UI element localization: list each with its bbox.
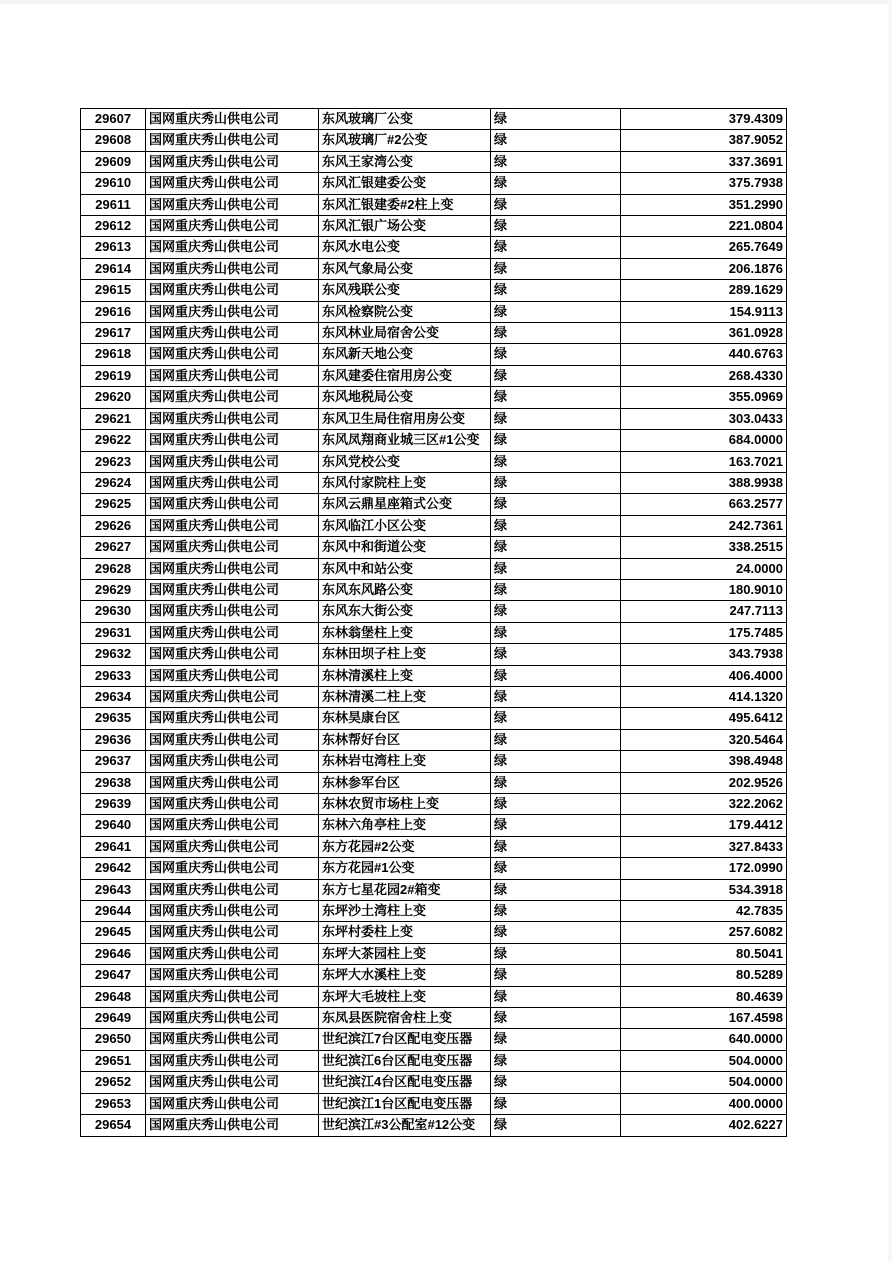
cell-name[interactable]: 东风地税局公变 xyxy=(319,387,491,408)
cell-company[interactable]: 国网重庆秀山供电公司 xyxy=(146,1029,319,1050)
cell-company[interactable]: 国网重庆秀山供电公司 xyxy=(146,922,319,943)
cell-value[interactable]: 268.4330 xyxy=(621,365,787,386)
table-row xyxy=(81,665,787,686)
table-row xyxy=(81,1008,787,1029)
cell-status[interactable]: 绿 xyxy=(491,1115,621,1136)
table-body xyxy=(81,109,787,1137)
table-row xyxy=(81,472,787,493)
cell-id[interactable]: 29652 xyxy=(81,1072,146,1093)
cell-name[interactable]: 东风玻璃厂公变 xyxy=(319,109,491,130)
table-row xyxy=(81,1050,787,1071)
table-row xyxy=(81,387,787,408)
cell-value[interactable]: 504.0000 xyxy=(621,1072,787,1093)
table-row xyxy=(81,836,787,857)
cell-value[interactable]: 303.0433 xyxy=(621,408,787,429)
cell-company[interactable]: 国网重庆秀山供电公司 xyxy=(146,408,319,429)
table-row xyxy=(81,1072,787,1093)
cell-id[interactable]: 29644 xyxy=(81,901,146,922)
cell-value[interactable]: 179.4412 xyxy=(621,815,787,836)
cell-value[interactable]: 338.2515 xyxy=(621,537,787,558)
cell-id[interactable]: 29626 xyxy=(81,515,146,536)
cell-status[interactable]: 绿 xyxy=(491,858,621,879)
cell-name[interactable]: 东林清溪柱上变 xyxy=(319,665,491,686)
cell-status[interactable]: 绿 xyxy=(491,1008,621,1029)
cell-company[interactable]: 国网重庆秀山供电公司 xyxy=(146,173,319,194)
table-row xyxy=(81,1093,787,1114)
cell-company[interactable]: 国网重庆秀山供电公司 xyxy=(146,579,319,600)
cell-company[interactable]: 国网重庆秀山供电公司 xyxy=(146,644,319,665)
cell-name[interactable]: 东方花园#1公变 xyxy=(319,858,491,879)
cell-company[interactable]: 国网重庆秀山供电公司 xyxy=(146,387,319,408)
cell-name[interactable]: 世纪滨江#3公配室#12公变 xyxy=(319,1115,491,1136)
cell-status[interactable]: 绿 xyxy=(491,879,621,900)
cell-status[interactable]: 绿 xyxy=(491,344,621,365)
cell-id[interactable]: 29645 xyxy=(81,922,146,943)
cell-name[interactable]: 东风汇银建委#2柱上变 xyxy=(319,194,491,215)
page-right-edge xyxy=(888,0,892,1262)
cell-status[interactable]: 绿 xyxy=(491,151,621,172)
cell-status[interactable]: 绿 xyxy=(491,1072,621,1093)
cell-company[interactable]: 国网重庆秀山供电公司 xyxy=(146,194,319,215)
cell-name[interactable]: 东方花园#2公变 xyxy=(319,836,491,857)
cell-value[interactable]: 163.7021 xyxy=(621,451,787,472)
cell-value[interactable]: 343.7938 xyxy=(621,644,787,665)
cell-company[interactable]: 国网重庆秀山供电公司 xyxy=(146,836,319,857)
cell-id[interactable]: 29637 xyxy=(81,751,146,772)
cell-value[interactable]: 202.9526 xyxy=(621,772,787,793)
cell-value[interactable]: 337.3691 xyxy=(621,151,787,172)
cell-name[interactable]: 东坪大水溪柱上变 xyxy=(319,965,491,986)
cell-value[interactable]: 242.7361 xyxy=(621,515,787,536)
cell-status[interactable]: 绿 xyxy=(491,794,621,815)
cell-id[interactable]: 29618 xyxy=(81,344,146,365)
cell-status[interactable]: 绿 xyxy=(491,1093,621,1114)
cell-status[interactable]: 绿 xyxy=(491,708,621,729)
cell-id[interactable]: 29654 xyxy=(81,1115,146,1136)
table-row xyxy=(81,130,787,151)
cell-status[interactable]: 绿 xyxy=(491,280,621,301)
cell-value[interactable]: 247.7113 xyxy=(621,601,787,622)
cell-name[interactable]: 东风付家院柱上变 xyxy=(319,472,491,493)
table-row xyxy=(81,751,787,772)
table-row xyxy=(81,537,787,558)
cell-name[interactable]: 东风气象局公变 xyxy=(319,258,491,279)
cell-status[interactable]: 绿 xyxy=(491,815,621,836)
cell-name[interactable]: 东林农贸市场柱上变 xyxy=(319,794,491,815)
cell-status[interactable]: 绿 xyxy=(491,686,621,707)
cell-company[interactable]: 国网重庆秀山供电公司 xyxy=(146,665,319,686)
cell-name[interactable]: 东风凤翔商业城三区#1公变 xyxy=(319,430,491,451)
cell-status[interactable]: 绿 xyxy=(491,729,621,750)
cell-name[interactable]: 东林六角亭柱上变 xyxy=(319,815,491,836)
cell-name[interactable]: 东坪村委柱上变 xyxy=(319,922,491,943)
cell-id[interactable]: 29619 xyxy=(81,365,146,386)
cell-company[interactable]: 国网重庆秀山供电公司 xyxy=(146,130,319,151)
cell-company[interactable]: 国网重庆秀山供电公司 xyxy=(146,686,319,707)
cell-status[interactable]: 绿 xyxy=(491,173,621,194)
cell-status[interactable]: 绿 xyxy=(491,965,621,986)
cell-value[interactable]: 440.6763 xyxy=(621,344,787,365)
cell-status[interactable]: 绿 xyxy=(491,943,621,964)
cell-status[interactable]: 绿 xyxy=(491,986,621,1007)
cell-company[interactable]: 国网重庆秀山供电公司 xyxy=(146,751,319,772)
cell-value[interactable]: 387.9052 xyxy=(621,130,787,151)
cell-value[interactable]: 24.0000 xyxy=(621,558,787,579)
table-row xyxy=(81,879,787,900)
cell-id[interactable]: 29620 xyxy=(81,387,146,408)
cell-company[interactable]: 国网重庆秀山供电公司 xyxy=(146,772,319,793)
table-row xyxy=(81,794,787,815)
cell-id[interactable]: 29639 xyxy=(81,794,146,815)
table-row xyxy=(81,986,787,1007)
table-row xyxy=(81,365,787,386)
cell-id[interactable]: 29643 xyxy=(81,879,146,900)
table-row xyxy=(81,451,787,472)
cell-id[interactable]: 29646 xyxy=(81,943,146,964)
cell-status[interactable]: 绿 xyxy=(491,922,621,943)
cell-id[interactable]: 29623 xyxy=(81,451,146,472)
cell-id[interactable]: 29613 xyxy=(81,237,146,258)
cell-company[interactable]: 国网重庆秀山供电公司 xyxy=(146,109,319,130)
cell-value[interactable]: 327.8433 xyxy=(621,836,787,857)
cell-name[interactable]: 东风汇银广场公变 xyxy=(319,216,491,237)
cell-company[interactable]: 国网重庆秀山供电公司 xyxy=(146,965,319,986)
cell-company[interactable]: 国网重庆秀山供电公司 xyxy=(146,451,319,472)
cell-company[interactable]: 国网重庆秀山供电公司 xyxy=(146,1072,319,1093)
cell-value[interactable]: 206.1876 xyxy=(621,258,787,279)
cell-name[interactable]: 世纪滨江1台区配电变压器 xyxy=(319,1093,491,1114)
cell-status[interactable]: 绿 xyxy=(491,323,621,344)
cell-status[interactable]: 绿 xyxy=(491,772,621,793)
cell-name[interactable]: 东林清溪二柱上变 xyxy=(319,686,491,707)
cell-name[interactable]: 东风卫生局住宿用房公变 xyxy=(319,408,491,429)
cell-status[interactable]: 绿 xyxy=(491,579,621,600)
cell-value[interactable]: 640.0000 xyxy=(621,1029,787,1050)
cell-company[interactable]: 国网重庆秀山供电公司 xyxy=(146,365,319,386)
table-row xyxy=(81,344,787,365)
cell-value[interactable]: 534.3918 xyxy=(621,879,787,900)
cell-name[interactable]: 东坪大毛坡柱上变 xyxy=(319,986,491,1007)
cell-status[interactable]: 绿 xyxy=(491,537,621,558)
cell-id[interactable]: 29621 xyxy=(81,408,146,429)
cell-id[interactable]: 29615 xyxy=(81,280,146,301)
table-row xyxy=(81,194,787,215)
cell-name[interactable]: 东风临江小区公变 xyxy=(319,515,491,536)
cell-company[interactable]: 国网重庆秀山供电公司 xyxy=(146,986,319,1007)
table-row xyxy=(81,901,787,922)
cell-name[interactable]: 东林岩屯湾柱上变 xyxy=(319,751,491,772)
cell-id[interactable]: 29653 xyxy=(81,1093,146,1114)
table-row xyxy=(81,1115,787,1136)
cell-id[interactable]: 29630 xyxy=(81,601,146,622)
cell-value[interactable]: 388.9938 xyxy=(621,472,787,493)
cell-id[interactable]: 29640 xyxy=(81,815,146,836)
cell-status[interactable]: 绿 xyxy=(491,644,621,665)
cell-value[interactable]: 265.7649 xyxy=(621,237,787,258)
table-row xyxy=(81,815,787,836)
cell-value[interactable]: 289.1629 xyxy=(621,280,787,301)
cell-status[interactable]: 绿 xyxy=(491,1050,621,1071)
cell-id[interactable]: 29614 xyxy=(81,258,146,279)
cell-id[interactable]: 29610 xyxy=(81,173,146,194)
cell-id[interactable]: 29636 xyxy=(81,729,146,750)
cell-id[interactable]: 29617 xyxy=(81,323,146,344)
cell-value[interactable]: 80.5289 xyxy=(621,965,787,986)
cell-name[interactable]: 东林参军台区 xyxy=(319,772,491,793)
table-row xyxy=(81,579,787,600)
cell-name[interactable]: 东风水电公变 xyxy=(319,237,491,258)
cell-company[interactable]: 国网重庆秀山供电公司 xyxy=(146,280,319,301)
cell-status[interactable]: 绿 xyxy=(491,430,621,451)
table-row xyxy=(81,1029,787,1050)
cell-value[interactable]: 221.0804 xyxy=(621,216,787,237)
cell-id[interactable]: 29616 xyxy=(81,301,146,322)
cell-value[interactable]: 402.6227 xyxy=(621,1115,787,1136)
cell-id[interactable]: 29608 xyxy=(81,130,146,151)
table-row xyxy=(81,965,787,986)
cell-id[interactable]: 29607 xyxy=(81,109,146,130)
cell-status[interactable]: 绿 xyxy=(491,472,621,493)
cell-id[interactable]: 29629 xyxy=(81,579,146,600)
cell-name[interactable]: 东风东风路公变 xyxy=(319,579,491,600)
table-row xyxy=(81,323,787,344)
cell-company[interactable]: 国网重庆秀山供电公司 xyxy=(146,537,319,558)
cell-value[interactable]: 504.0000 xyxy=(621,1050,787,1071)
cell-name[interactable]: 东风玻璃厂#2公变 xyxy=(319,130,491,151)
cell-value[interactable]: 495.6412 xyxy=(621,708,787,729)
cell-company[interactable]: 国网重庆秀山供电公司 xyxy=(146,1050,319,1071)
cell-name[interactable]: 东坪沙土湾柱上变 xyxy=(319,901,491,922)
cell-value[interactable]: 167.4598 xyxy=(621,1008,787,1029)
cell-id[interactable]: 29627 xyxy=(81,537,146,558)
cell-company[interactable]: 国网重庆秀山供电公司 xyxy=(146,430,319,451)
cell-status[interactable]: 绿 xyxy=(491,194,621,215)
table-row xyxy=(81,151,787,172)
table-row xyxy=(81,280,787,301)
cell-company[interactable]: 国网重庆秀山供电公司 xyxy=(146,558,319,579)
cell-status[interactable]: 绿 xyxy=(491,216,621,237)
table-row xyxy=(81,601,787,622)
cell-name[interactable]: 东风云鼎星座箱式公变 xyxy=(319,494,491,515)
cell-company[interactable]: 国网重庆秀山供电公司 xyxy=(146,601,319,622)
cell-name[interactable]: 东风中和街道公变 xyxy=(319,537,491,558)
table-row xyxy=(81,644,787,665)
cell-id[interactable]: 29650 xyxy=(81,1029,146,1050)
cell-name[interactable]: 东风检察院公变 xyxy=(319,301,491,322)
cell-status[interactable]: 绿 xyxy=(491,301,621,322)
cell-company[interactable]: 国网重庆秀山供电公司 xyxy=(146,1115,319,1136)
cell-name[interactable]: 东坪大茶园柱上变 xyxy=(319,943,491,964)
table-row xyxy=(81,109,787,130)
cell-company[interactable]: 国网重庆秀山供电公司 xyxy=(146,494,319,515)
cell-name[interactable]: 东风王家湾公变 xyxy=(319,151,491,172)
cell-company[interactable]: 国网重庆秀山供电公司 xyxy=(146,323,319,344)
cell-status[interactable]: 绿 xyxy=(491,836,621,857)
cell-id[interactable]: 29609 xyxy=(81,151,146,172)
cell-company[interactable]: 国网重庆秀山供电公司 xyxy=(146,216,319,237)
page-top-edge xyxy=(0,0,892,4)
cell-name[interactable]: 东林昊康台区 xyxy=(319,708,491,729)
table-row xyxy=(81,515,787,536)
table-row xyxy=(81,943,787,964)
cell-value[interactable]: 400.0000 xyxy=(621,1093,787,1114)
table-row xyxy=(81,708,787,729)
cell-id[interactable]: 29641 xyxy=(81,836,146,857)
table-row xyxy=(81,301,787,322)
cell-status[interactable]: 绿 xyxy=(491,408,621,429)
cell-company[interactable]: 国网重庆秀山供电公司 xyxy=(146,515,319,536)
cell-company[interactable]: 国网重庆秀山供电公司 xyxy=(146,943,319,964)
cell-id[interactable]: 29632 xyxy=(81,644,146,665)
cell-value[interactable]: 398.4948 xyxy=(621,751,787,772)
table-row xyxy=(81,237,787,258)
cell-status[interactable]: 绿 xyxy=(491,515,621,536)
cell-value[interactable]: 175.7485 xyxy=(621,622,787,643)
cell-company[interactable]: 国网重庆秀山供电公司 xyxy=(146,301,319,322)
cell-name[interactable]: 世纪滨江7台区配电变压器 xyxy=(319,1029,491,1050)
table-row xyxy=(81,216,787,237)
cell-status[interactable]: 绿 xyxy=(491,601,621,622)
table-row xyxy=(81,173,787,194)
cell-status[interactable]: 绿 xyxy=(491,622,621,643)
cell-status[interactable]: 绿 xyxy=(491,109,621,130)
cell-id[interactable]: 29635 xyxy=(81,708,146,729)
table-row xyxy=(81,622,787,643)
cell-company[interactable]: 国网重庆秀山供电公司 xyxy=(146,237,319,258)
cell-value[interactable]: 684.0000 xyxy=(621,430,787,451)
cell-company[interactable]: 国网重庆秀山供电公司 xyxy=(146,344,319,365)
cell-id[interactable]: 29622 xyxy=(81,430,146,451)
table-row xyxy=(81,258,787,279)
cell-id[interactable]: 29611 xyxy=(81,194,146,215)
cell-company[interactable]: 国网重庆秀山供电公司 xyxy=(146,815,319,836)
cell-name[interactable]: 世纪滨江4台区配电变压器 xyxy=(319,1072,491,1093)
cell-id[interactable]: 29638 xyxy=(81,772,146,793)
cell-value[interactable]: 172.0990 xyxy=(621,858,787,879)
cell-id[interactable]: 29631 xyxy=(81,622,146,643)
cell-status[interactable]: 绿 xyxy=(491,387,621,408)
cell-company[interactable]: 国网重庆秀山供电公司 xyxy=(146,1008,319,1029)
cell-company[interactable]: 国网重庆秀山供电公司 xyxy=(146,794,319,815)
transformer-table xyxy=(80,108,787,1137)
cell-name[interactable]: 东林帮好台区 xyxy=(319,729,491,750)
cell-id[interactable]: 29624 xyxy=(81,472,146,493)
cell-value[interactable]: 355.0969 xyxy=(621,387,787,408)
table-row xyxy=(81,408,787,429)
cell-id[interactable]: 29612 xyxy=(81,216,146,237)
cell-value[interactable]: 42.7835 xyxy=(621,901,787,922)
cell-value[interactable]: 322.2062 xyxy=(621,794,787,815)
table-row xyxy=(81,494,787,515)
cell-company[interactable]: 国网重庆秀山供电公司 xyxy=(146,258,319,279)
table-row xyxy=(81,430,787,451)
cell-name[interactable]: 东风新天地公变 xyxy=(319,344,491,365)
cell-name[interactable]: 东风中和站公变 xyxy=(319,558,491,579)
table-row xyxy=(81,729,787,750)
cell-status[interactable]: 绿 xyxy=(491,365,621,386)
table-row xyxy=(81,772,787,793)
cell-value[interactable]: 257.6082 xyxy=(621,922,787,943)
cell-id[interactable]: 29651 xyxy=(81,1050,146,1071)
cell-status[interactable]: 绿 xyxy=(491,237,621,258)
cell-id[interactable]: 29633 xyxy=(81,665,146,686)
cell-company[interactable]: 国网重庆秀山供电公司 xyxy=(146,729,319,750)
cell-id[interactable]: 29647 xyxy=(81,965,146,986)
cell-value[interactable]: 379.4309 xyxy=(621,109,787,130)
cell-id[interactable]: 29648 xyxy=(81,986,146,1007)
cell-name[interactable]: 东林翁堡柱上变 xyxy=(319,622,491,643)
cell-status[interactable]: 绿 xyxy=(491,130,621,151)
cell-value[interactable]: 80.5041 xyxy=(621,943,787,964)
cell-name[interactable]: 东方七星花园2#箱变 xyxy=(319,879,491,900)
cell-status[interactable]: 绿 xyxy=(491,258,621,279)
cell-company[interactable]: 国网重庆秀山供电公司 xyxy=(146,472,319,493)
table-row xyxy=(81,858,787,879)
cell-name[interactable]: 东风残联公变 xyxy=(319,280,491,301)
cell-company[interactable]: 国网重庆秀山供电公司 xyxy=(146,879,319,900)
cell-company[interactable]: 国网重庆秀山供电公司 xyxy=(146,858,319,879)
cell-status[interactable]: 绿 xyxy=(491,751,621,772)
cell-status[interactable]: 绿 xyxy=(491,451,621,472)
cell-id[interactable]: 29628 xyxy=(81,558,146,579)
cell-value[interactable]: 406.4000 xyxy=(621,665,787,686)
cell-company[interactable]: 国网重庆秀山供电公司 xyxy=(146,901,319,922)
cell-id[interactable]: 29642 xyxy=(81,858,146,879)
cell-value[interactable]: 361.0928 xyxy=(621,323,787,344)
table-row xyxy=(81,922,787,943)
cell-id[interactable]: 29625 xyxy=(81,494,146,515)
cell-value[interactable]: 375.7938 xyxy=(621,173,787,194)
cell-name[interactable]: 东风林业局宿舍公变 xyxy=(319,323,491,344)
cell-company[interactable]: 国网重庆秀山供电公司 xyxy=(146,1093,319,1114)
cell-id[interactable]: 29649 xyxy=(81,1008,146,1029)
cell-status[interactable]: 绿 xyxy=(491,494,621,515)
cell-value[interactable]: 180.9010 xyxy=(621,579,787,600)
cell-id[interactable]: 29634 xyxy=(81,686,146,707)
cell-company[interactable]: 国网重庆秀山供电公司 xyxy=(146,151,319,172)
cell-name[interactable]: 东凤县医院宿舍柱上变 xyxy=(319,1008,491,1029)
cell-value[interactable]: 663.2577 xyxy=(621,494,787,515)
cell-value[interactable]: 154.9113 xyxy=(621,301,787,322)
cell-value[interactable]: 80.4639 xyxy=(621,986,787,1007)
table-row xyxy=(81,558,787,579)
cell-status[interactable]: 绿 xyxy=(491,558,621,579)
table-row xyxy=(81,686,787,707)
cell-company[interactable]: 国网重庆秀山供电公司 xyxy=(146,622,319,643)
cell-name[interactable]: 东林田坝子柱上变 xyxy=(319,644,491,665)
cell-value[interactable]: 351.2990 xyxy=(621,194,787,215)
cell-value[interactable]: 320.5464 xyxy=(621,729,787,750)
cell-name[interactable]: 东风汇银建委公变 xyxy=(319,173,491,194)
cell-value[interactable]: 414.1320 xyxy=(621,686,787,707)
cell-status[interactable]: 绿 xyxy=(491,901,621,922)
cell-name[interactable]: 世纪滨江6台区配电变压器 xyxy=(319,1050,491,1071)
cell-name[interactable]: 东风建委住宿用房公变 xyxy=(319,365,491,386)
cell-status[interactable]: 绿 xyxy=(491,665,621,686)
cell-company[interactable]: 国网重庆秀山供电公司 xyxy=(146,708,319,729)
cell-name[interactable]: 东风东大街公变 xyxy=(319,601,491,622)
cell-status[interactable]: 绿 xyxy=(491,1029,621,1050)
cell-name[interactable]: 东风党校公变 xyxy=(319,451,491,472)
